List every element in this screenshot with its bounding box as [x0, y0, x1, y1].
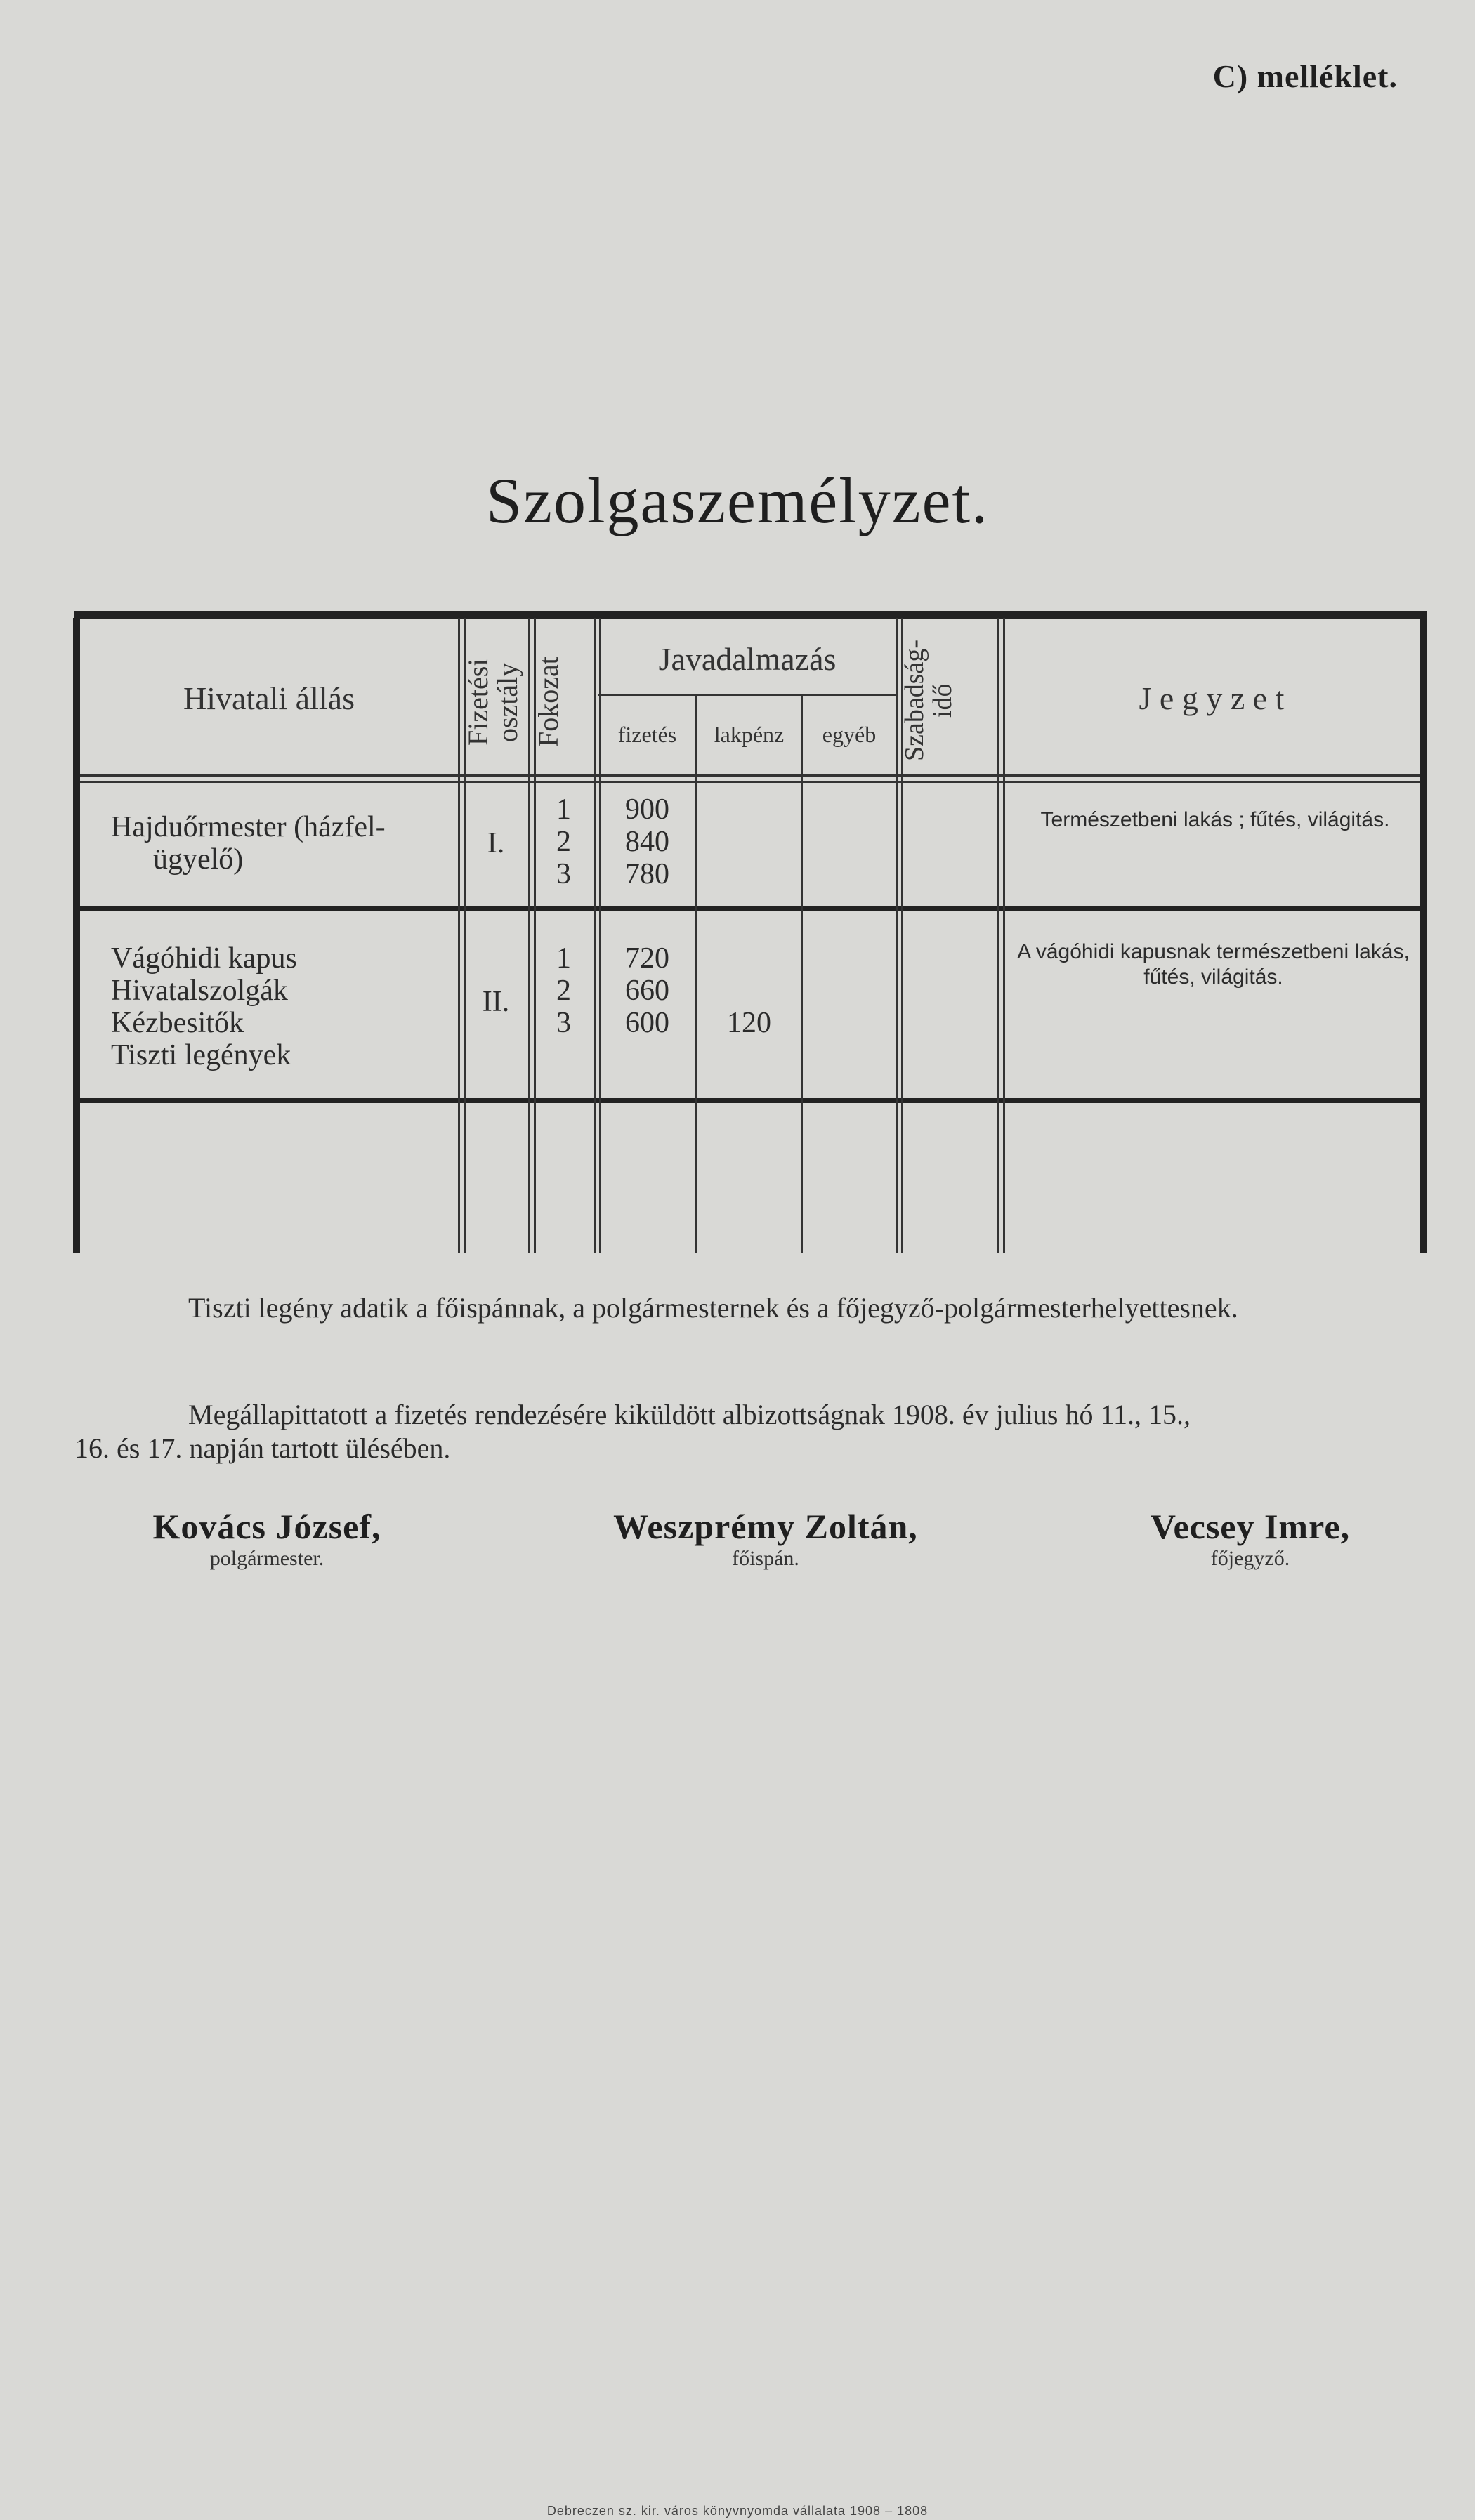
grade-value: 3 [556, 1007, 571, 1039]
header-salary: fizetés [617, 722, 677, 747]
header-bottom-rule [74, 774, 1427, 777]
signature-block [555, 1506, 976, 1571]
annex-label: C) melléklet. [1212, 58, 1398, 94]
signature-block [70, 1506, 464, 1571]
income-subheader-rule [598, 694, 896, 696]
position-line: Hajduőrmester (házfel- [111, 811, 386, 843]
housing-cell: 120 [727, 1007, 771, 1039]
header-leave: Szabadság-idő [900, 639, 957, 762]
signature-title: főispán. [732, 1547, 799, 1570]
position-cell [111, 942, 455, 1071]
grade-value: 1 [556, 793, 571, 826]
salary-cell [599, 793, 695, 890]
salary-value: 780 [625, 858, 669, 890]
grade-value: 1 [556, 942, 571, 975]
header-grade: Fokozat [532, 657, 564, 748]
grade-value: 2 [556, 975, 571, 1007]
salary-value: 900 [625, 793, 669, 826]
group-divider-rule-2 [74, 1098, 1427, 1103]
position-cell [111, 811, 455, 876]
table-left-border [73, 618, 80, 1253]
salary-value: 600 [625, 1007, 669, 1039]
class-cell: I. [487, 827, 505, 859]
col-divider [594, 618, 596, 1253]
position-line: Vágóhidi kapus [111, 942, 297, 975]
statement-line: 16. és 17. napján tartott ülésében. [74, 1432, 451, 1464]
header-housing: lakpénz [714, 722, 785, 747]
signature-title: polgármester. [209, 1547, 324, 1570]
salary-value: 720 [625, 942, 669, 975]
grade-cell [534, 942, 594, 1039]
position-line: Kézbesitők [111, 1007, 244, 1039]
col-divider [458, 618, 460, 1253]
grade-cell [534, 793, 594, 890]
table-right-border [1420, 618, 1427, 1253]
header-bottom-rule-2 [74, 781, 1427, 783]
grade-value: 3 [556, 858, 571, 890]
printer-footer: Debreczen sz. kir. város könyvnyomda vállalata 1908 – 1808 [546, 2504, 929, 2518]
position-line: Hivatalszolgák [111, 975, 288, 1007]
col-divider [801, 695, 803, 1253]
signature-name: Weszprémy Zoltán, [613, 1507, 918, 1546]
footnote-text: Tiszti legény adatik a főispánnak, a polgármesternek és a főjegyző-polgármesterhelyettesnek. [188, 1292, 1238, 1324]
position-line: ügyelő) [153, 843, 244, 876]
header-notes: J e g y z e t [1139, 680, 1285, 716]
salary-value: 840 [625, 826, 669, 858]
col-divider [599, 618, 601, 1253]
statement-line: Megállapittatott a fizetés rendezésére kiküldött albizottságnak 1908. év julius hó 11., 15., [188, 1399, 1191, 1430]
col-divider [896, 618, 898, 1253]
signature-title: főjegyző. [1210, 1547, 1290, 1570]
signature-name: Kovács József, [152, 1507, 381, 1546]
page-title: Szolgaszemélyzet. [485, 465, 990, 536]
note-cell: A vágóhidi kapusnak természetbeni lakás, fűtés, világitás. [1017, 940, 1410, 989]
header-income: Javadalmazás [658, 641, 837, 677]
header-position: Hivatali állás [183, 680, 355, 716]
col-divider [695, 695, 697, 1253]
position-line: Tiszti legények [111, 1039, 291, 1071]
salary-value: 660 [625, 975, 669, 1007]
header-salary-class: Fizetési osztály [462, 658, 523, 746]
signature-block [1082, 1506, 1419, 1571]
note-cell: Természetbeni lakás ; fűtés, világitás. [1040, 808, 1390, 831]
signature-name: Vecsey Imre, [1150, 1507, 1351, 1546]
col-divider [997, 618, 999, 1253]
salary-cell [599, 942, 695, 1039]
grade-value: 2 [556, 826, 571, 858]
header-other: egyéb [822, 722, 877, 747]
table-top-rule [74, 611, 1427, 619]
col-divider [528, 618, 530, 1253]
group-divider-rule [74, 906, 1427, 911]
class-cell: II. [482, 986, 510, 1018]
